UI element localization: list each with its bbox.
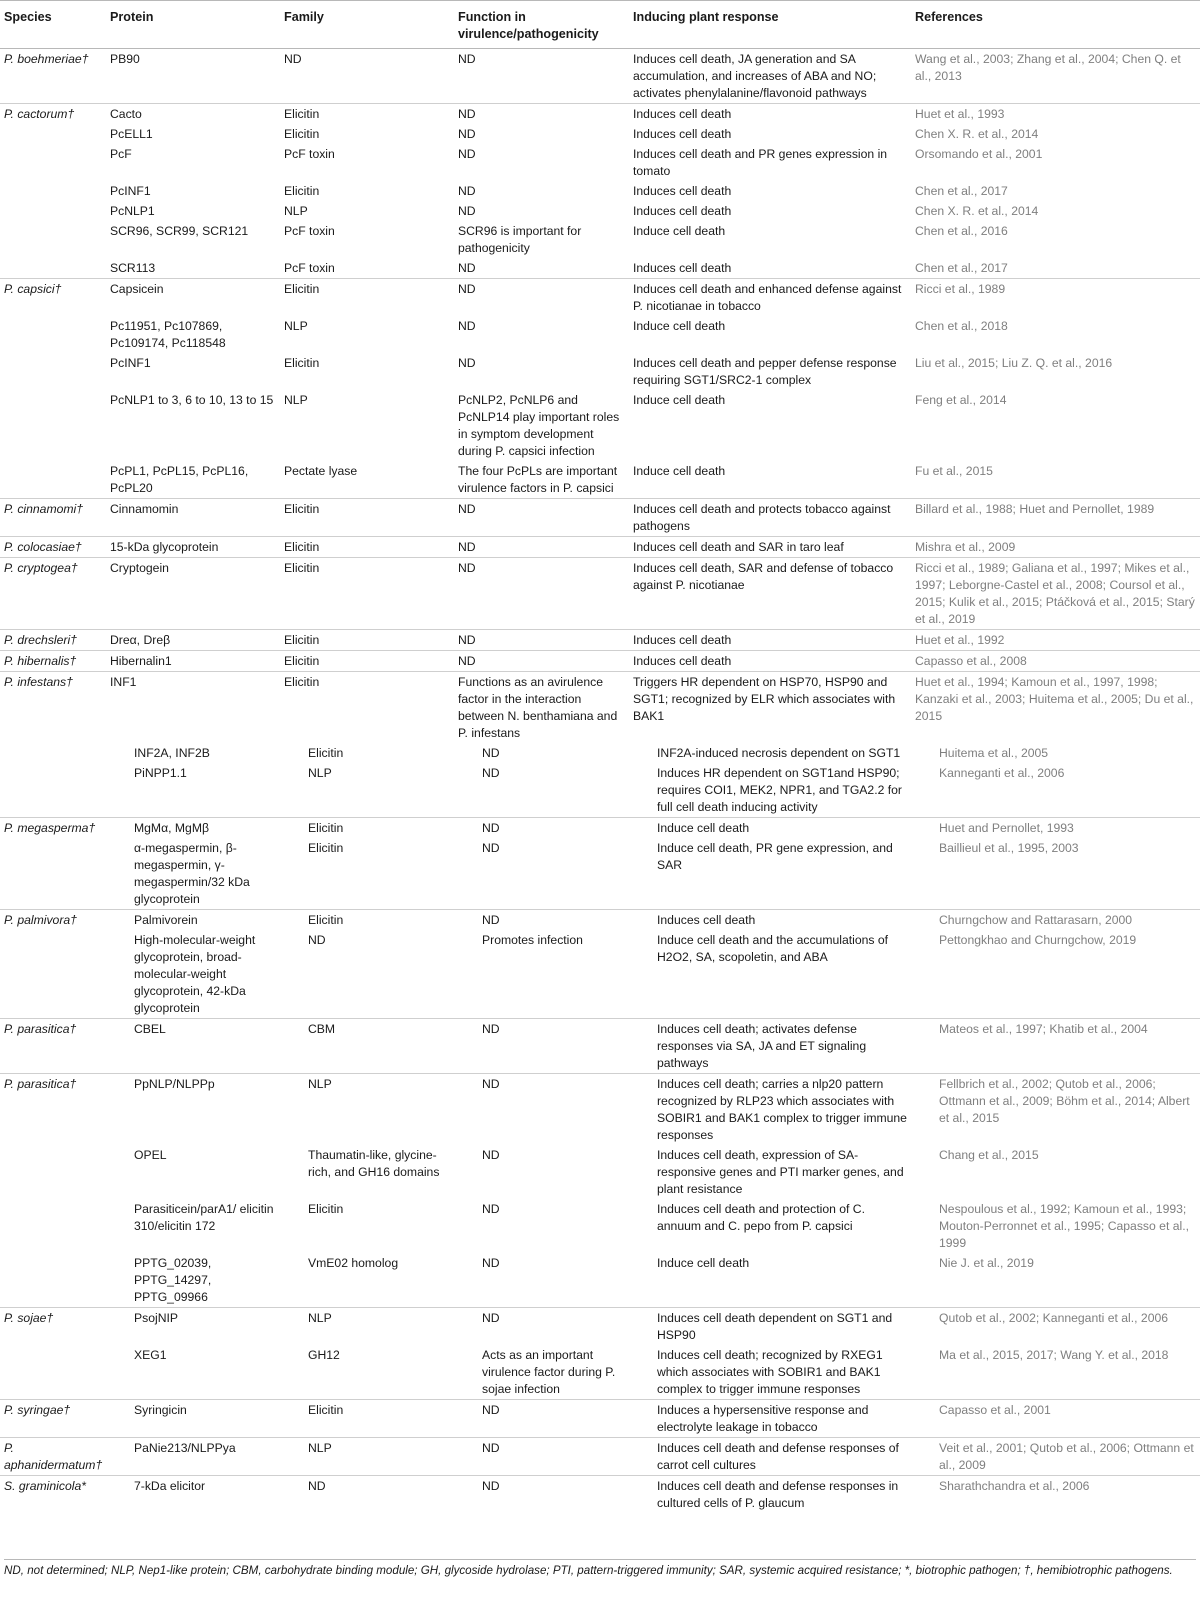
row-response: Induces cell death [629, 910, 911, 931]
row-response: Induces cell death dependent on SGT1 and HSP90 [629, 1308, 911, 1346]
row-response: Induces cell death and protection of C. annuum and C. pepo from P. capsici [657, 1202, 865, 1233]
row-response: Induces cell death [633, 204, 732, 218]
row-response: Induces HR dependent on SGT1and HSP90; requires COI1, MEK2, NPR1, and TGA2.2 for full cell death inducing activity [657, 766, 902, 814]
row-species [0, 743, 106, 763]
row-function: PcNLP2, PcNLP6 and PcNLP14 play important roles in symptom development during P. capsici infection [458, 393, 620, 458]
row-family: Elicitin [280, 104, 454, 125]
row-family: PcF toxin [284, 261, 335, 275]
row-family: Elicitin [280, 672, 454, 744]
row-species: P. syringae† [0, 1400, 106, 1438]
row-protein: α-megaspermin, β-megaspermin, γ-megaspermin/32 kDa glycoprotein [134, 841, 250, 906]
row-references: Feng et al., 2014 [915, 393, 1007, 407]
row-response: Induce cell death [633, 319, 726, 333]
row-response: Induces cell death, JA generation and SA accumulation, and increases of ABA and NO; activates phenylalanine/flavonoid pathways [629, 49, 911, 104]
row-family: PcF toxin [284, 147, 335, 161]
table-row [0, 1308, 1200, 1346]
row-family: Elicitin [280, 279, 454, 317]
row-family: NLP [280, 1438, 454, 1476]
row-family: NLP [280, 1074, 454, 1146]
table-row [0, 558, 1200, 630]
row-species: P. capsici† [0, 279, 106, 317]
row-protein: PcNLP1 to 3, 6 to 10, 13 to 15 [110, 393, 274, 407]
row-species [0, 144, 106, 181]
row-species [0, 1345, 106, 1400]
row-function: ND [458, 184, 476, 198]
table-row [0, 1253, 1200, 1308]
row-function: ND [454, 104, 629, 125]
row-response: Induce cell death, PR gene expression, and SAR [657, 841, 893, 872]
row-references: Huitema et al., 2005 [939, 746, 1049, 760]
row-references: Orsomando et al., 2001 [915, 147, 1043, 161]
row-species [0, 201, 106, 221]
row-family: Elicitin [280, 558, 454, 630]
row-species [0, 390, 106, 461]
table-row [0, 537, 1200, 558]
row-protein: PcELL1 [110, 127, 153, 141]
row-function: ND [454, 49, 629, 104]
row-function: ND [454, 651, 629, 672]
row-response: Induce cell death [629, 818, 911, 839]
row-protein: PcINF1 [110, 184, 151, 198]
row-references: Liu et al., 2015; Liu Z. Q. et al., 2016 [915, 356, 1113, 370]
row-species: P. boehmeriae† [0, 49, 106, 104]
row-response: Induces cell death [629, 104, 911, 125]
row-family: ND [280, 49, 454, 104]
header-response: Inducing plant response [629, 1, 911, 49]
row-response: Induces cell death and enhanced defense against P. nicotianae in tobacco [629, 279, 911, 317]
row-references: Kanneganti et al., 2006 [939, 766, 1065, 780]
row-response: Induces cell death; recognized by RXEG1 which associates with SOBIR1 and BAK1 complex to trigger immune responses [657, 1348, 883, 1396]
row-protein: 15-kDa glycoprotein [106, 537, 280, 558]
row-response: Induce cell death [657, 1256, 750, 1270]
row-protein: PiNPP1.1 [134, 766, 187, 780]
row-species: P. cinnamomi† [0, 499, 106, 537]
row-protein: CBEL [106, 1019, 280, 1074]
row-references: Nie J. et al., 2019 [939, 1256, 1034, 1270]
row-references: Ricci et al., 1989 [911, 279, 1200, 317]
row-function: ND [454, 558, 629, 630]
row-protein: XEG1 [134, 1348, 167, 1362]
row-protein: Cinnamomin [106, 499, 280, 537]
table-row [0, 910, 1200, 931]
row-species [0, 353, 106, 390]
row-references: Chang et al., 2015 [939, 1148, 1039, 1162]
table-row [0, 818, 1200, 839]
row-function: ND [454, 1074, 629, 1146]
row-references: Chen et al., 2016 [915, 224, 1008, 238]
row-references: Chen et al., 2018 [915, 319, 1008, 333]
row-protein: MgMα, MgMβ [106, 818, 280, 839]
row-references: Mishra et al., 2009 [911, 537, 1200, 558]
row-family: VmE02 homolog [308, 1256, 399, 1270]
row-function: ND [454, 630, 629, 651]
row-references: Chen X. R. et al., 2014 [915, 127, 1039, 141]
table-row [0, 316, 1200, 353]
row-family: Elicitin [280, 630, 454, 651]
row-function: ND [458, 319, 476, 333]
row-function: ND [482, 766, 500, 780]
table-row [0, 1438, 1200, 1476]
table-row [0, 763, 1200, 818]
row-response: Induces cell death and defense responses in cultured cells of P. glaucum [629, 1476, 911, 1514]
table-row [0, 461, 1200, 499]
row-function: Promotes infection [482, 933, 583, 947]
row-species: P. cryptogea† [0, 558, 106, 630]
row-species [0, 763, 106, 818]
row-protein: High-molecular-weight glycoprotein, broad-molecular-weight glycoprotein, 42-kDa glycoprotein [134, 933, 256, 1015]
row-protein: Dreα, Dreβ [106, 630, 280, 651]
row-family: Elicitin [284, 127, 320, 141]
row-protein: Cryptogein [106, 558, 280, 630]
row-protein: Syringicin [106, 1400, 280, 1438]
row-family: Elicitin [280, 818, 454, 839]
row-function: ND [482, 1202, 500, 1216]
row-protein: Hibernalin1 [106, 651, 280, 672]
table-row [0, 1345, 1200, 1400]
row-species [0, 838, 106, 910]
row-species [0, 124, 106, 144]
row-references: Nespoulous et al., 1992; Kamoun et al., 1993; Mouton-Perronnet et al., 1995; Capasso et al., 1999 [939, 1202, 1189, 1250]
row-response: Induces cell death, SAR and defense of tobacco against P. nicotianae [629, 558, 911, 630]
row-family: GH12 [308, 1348, 340, 1362]
row-response: Induce cell death [633, 224, 726, 238]
row-protein: SCR96, SCR99, SCR121 [110, 224, 249, 238]
row-response: Induces cell death [633, 184, 732, 198]
row-references: Ma et al., 2015, 2017; Wang Y. et al., 2018 [939, 1348, 1169, 1362]
row-species: P. palmivora† [0, 910, 106, 931]
row-function: ND [482, 746, 500, 760]
row-references: Huet et al., 1993 [911, 104, 1200, 125]
row-species [0, 181, 106, 201]
row-family: Pectate lyase [284, 464, 358, 478]
row-species: P. cactorum† [0, 104, 106, 125]
row-family: Elicitin [280, 910, 454, 931]
row-function: ND [454, 537, 629, 558]
row-function: Functions as an avirulence factor in the interaction between N. benthamiana and P. infestans [454, 672, 629, 744]
table-row [0, 279, 1200, 317]
row-family: Elicitin [280, 651, 454, 672]
row-references: Fellbrich et al., 2002; Qutob et al., 2006; Ottmann et al., 2009; Böhm et al., 2014; Albert et al., 2015 [911, 1074, 1200, 1146]
table-row [0, 1476, 1200, 1514]
row-response: Induces cell death and PR genes expression in tomato [633, 147, 888, 178]
row-references: Huet et al., 1992 [911, 630, 1200, 651]
table-row [0, 630, 1200, 651]
table-row [0, 838, 1200, 910]
row-protein: PcNLP1 [110, 204, 155, 218]
row-references: Wang et al., 2003; Zhang et al., 2004; Chen Q. et al., 2013 [911, 49, 1200, 104]
row-species [0, 1199, 106, 1253]
row-protein: PaNie213/NLPPya [106, 1438, 280, 1476]
header-references: References [911, 1, 1200, 49]
table-row [0, 1400, 1200, 1438]
row-function: ND [454, 1476, 629, 1514]
row-family: Elicitin [280, 1400, 454, 1438]
table-row [0, 353, 1200, 390]
row-protein: PpNLP/NLPPp [106, 1074, 280, 1146]
table-row [0, 144, 1200, 181]
row-species: P. sojae† [0, 1308, 106, 1346]
row-family: Elicitin [308, 746, 344, 760]
table-row [0, 651, 1200, 672]
row-references: Chen X. R. et al., 2014 [915, 204, 1039, 218]
row-family: Elicitin [308, 841, 344, 855]
row-response: Induces cell death and pepper defense response requiring SGT1/SRC2-1 complex [633, 356, 897, 387]
table-row [0, 672, 1200, 744]
row-references: Mateos et al., 1997; Khatib et al., 2004 [911, 1019, 1200, 1074]
row-function: ND [454, 499, 629, 537]
row-references: Sharathchandra et al., 2006 [911, 1476, 1200, 1514]
row-family: NLP [284, 319, 308, 333]
row-references: Veit et al., 2001; Qutob et al., 2006; Ottmann et al., 2009 [911, 1438, 1200, 1476]
row-protein: PcINF1 [110, 356, 151, 370]
row-species: P. parasitica† [0, 1074, 106, 1146]
row-family: CBM [280, 1019, 454, 1074]
row-response: Induce cell death [633, 393, 726, 407]
table-row [0, 49, 1200, 104]
table-row [0, 221, 1200, 258]
row-response: Induces a hypersensitive response and electrolyte leakage in tobacco [629, 1400, 911, 1438]
row-function: ND [482, 1148, 500, 1162]
row-protein: PcPL1, PcPL15, PcPL16, PcPL20 [110, 464, 249, 495]
row-protein: PB90 [106, 49, 280, 104]
row-response: Induces cell death and defense responses of carrot cell cultures [629, 1438, 911, 1476]
row-protein: Capsicein [106, 279, 280, 317]
row-function: ND [454, 1438, 629, 1476]
row-function: The four PcPLs are important virulence factors in P. capsici [458, 464, 618, 495]
row-family: NLP [308, 766, 332, 780]
row-family: PcF toxin [284, 224, 335, 238]
row-family: ND [280, 1476, 454, 1514]
row-species [0, 316, 106, 353]
row-references: Ricci et al., 1989; Galiana et al., 1997; Mikes et al., 1997; Leborgne-Castel et al., 2008; Coursol et al., 2015; Kulik et al., 2015; Ptáčková et al., 2015; Starý et al., 2019 [911, 558, 1200, 630]
row-references: Chen et al., 2017 [915, 184, 1008, 198]
row-protein: SCR113 [110, 261, 156, 275]
row-references: Capasso et al., 2008 [911, 651, 1200, 672]
header-species: Species [0, 1, 106, 49]
row-protein: PsojNIP [106, 1308, 280, 1346]
row-family: Elicitin [280, 499, 454, 537]
row-response: Induce cell death [633, 464, 726, 478]
row-function: ND [458, 204, 476, 218]
table-body [0, 49, 1200, 1514]
row-references: Chen et al., 2017 [915, 261, 1008, 275]
row-protein: 7-kDa elicitor [106, 1476, 280, 1514]
row-references: Baillieul et al., 1995, 2003 [939, 841, 1079, 855]
header-row [0, 1, 1200, 49]
row-function: ND [454, 1308, 629, 1346]
row-family: Elicitin [284, 184, 320, 198]
row-species [0, 258, 106, 279]
row-protein: PcF [110, 147, 132, 161]
row-species [0, 1145, 106, 1199]
row-species [0, 930, 106, 1019]
row-protein: Palmivorein [106, 910, 280, 931]
row-references: Qutob et al., 2002; Kanneganti et al., 2006 [911, 1308, 1200, 1346]
row-references: Pettongkhao and Churngchow, 2019 [939, 933, 1137, 947]
table-row [0, 1199, 1200, 1253]
row-species: P. parasitica† [0, 1019, 106, 1074]
table-row [0, 258, 1200, 279]
row-family: NLP [280, 1308, 454, 1346]
row-species: P. hibernalis† [0, 651, 106, 672]
row-references: Churngchow and Rattarasarn, 2000 [911, 910, 1200, 931]
row-species [0, 221, 106, 258]
row-family: Thaumatin-like, glycine-rich, and GH16 domains [308, 1148, 440, 1179]
row-family: Elicitin [284, 356, 320, 370]
row-function: ND [458, 127, 476, 141]
row-family: Elicitin [308, 1202, 344, 1216]
header-protein: Protein [106, 1, 280, 49]
table-row [0, 104, 1200, 125]
row-family: NLP [284, 204, 308, 218]
row-function: ND [454, 910, 629, 931]
row-species [0, 461, 106, 499]
table-row [0, 743, 1200, 763]
row-references: Huet and Pernollet, 1993 [911, 818, 1200, 839]
table-row [0, 1145, 1200, 1199]
row-response: Induces cell death [629, 651, 911, 672]
row-family: NLP [284, 393, 308, 407]
row-function: ND [458, 147, 476, 161]
row-response: Triggers HR dependent on HSP70, HSP90 and SGT1; recognized by ELR which associates with BAK1 [629, 672, 911, 744]
row-references: Huet et al., 1994; Kamoun et al., 1997, 1998; Kanzaki et al., 2003; Huitema et al., 2005; Du et al., 2015 [911, 672, 1200, 744]
row-protein: Parasiticein/parA1/ elicitin 310/elicitin 172 [134, 1202, 274, 1233]
table-row [0, 930, 1200, 1019]
row-response: INF2A-induced necrosis dependent on SGT1 [657, 746, 901, 760]
row-function: ND [458, 261, 476, 275]
row-response: Induce cell death and the accumulations of H2O2, SA, scopoletin, and ABA [657, 933, 889, 964]
row-references: Billard et al., 1988; Huet and Pernollet, 1989 [911, 499, 1200, 537]
row-protein: INF1 [106, 672, 280, 744]
row-species [0, 1253, 106, 1308]
row-protein: Cacto [106, 104, 280, 125]
row-response: Induces cell death and SAR in taro leaf [629, 537, 911, 558]
table-row [0, 390, 1200, 461]
row-function: ND [454, 818, 629, 839]
row-species: P. infestans† [0, 672, 106, 744]
row-species: P. colocasiae† [0, 537, 106, 558]
row-species: S. graminicola* [0, 1476, 106, 1514]
row-species: P. megasperma† [0, 818, 106, 839]
row-references: Capasso et al., 2001 [911, 1400, 1200, 1438]
row-function: ND [458, 356, 476, 370]
table-row [0, 201, 1200, 221]
table-row [0, 181, 1200, 201]
row-function: ND [482, 1256, 500, 1270]
table-row [0, 499, 1200, 537]
header-function: Function in virulence/pathogenicity [454, 1, 629, 49]
row-species: P. drechsleri† [0, 630, 106, 651]
row-family: Elicitin [280, 537, 454, 558]
row-function: ND [454, 1019, 629, 1074]
row-function: Acts as an important virulence factor during P. sojae infection [482, 1348, 616, 1396]
row-species: P. aphanidermatum† [0, 1438, 106, 1476]
row-references: Fu et al., 2015 [915, 464, 993, 478]
row-response: Induces cell death [633, 127, 732, 141]
row-response: Induces cell death [633, 261, 732, 275]
row-protein: Pc11951, Pc107869, Pc109174, Pc118548 [110, 319, 226, 350]
row-response: Induces cell death [629, 630, 911, 651]
row-function: ND [454, 279, 629, 317]
table-row [0, 1074, 1200, 1146]
row-protein: OPEL [134, 1148, 167, 1162]
row-protein: PPTG_02039, PPTG_14297, PPTG_09966 [134, 1256, 212, 1304]
table-row [0, 1019, 1200, 1074]
row-response: Induces cell death and protects tobacco against pathogens [629, 499, 911, 537]
header-family: Family [280, 1, 454, 49]
row-protein: INF2A, INF2B [134, 746, 210, 760]
row-function: ND [454, 1400, 629, 1438]
row-function: ND [482, 841, 500, 855]
row-response: Induces cell death, expression of SA-responsive genes and PTI marker genes, and plant resistance [657, 1148, 904, 1196]
row-response: Induces cell death; carries a nlp20 pattern recognized by RLP23 which associates with SOBIR1 and BAK1 complex to trigger immune responses [629, 1074, 911, 1146]
table-footnote: ND, not determined; NLP, Nep1-like protein; CBM, carbohydrate binding module; GH, glycoside hydrolase; PTI, pattern-triggered immunity; SAR, systemic acquired resistance; *, biotrophic pathogen; †, hemibiotrophic pathogens. [4, 1559, 1196, 1579]
row-function: SCR96 is important for pathogenicity [458, 224, 582, 255]
table-row [0, 124, 1200, 144]
row-family: ND [308, 933, 326, 947]
row-response: Induces cell death; activates defense responses via SA, JA and ET signaling pathways [629, 1019, 911, 1074]
